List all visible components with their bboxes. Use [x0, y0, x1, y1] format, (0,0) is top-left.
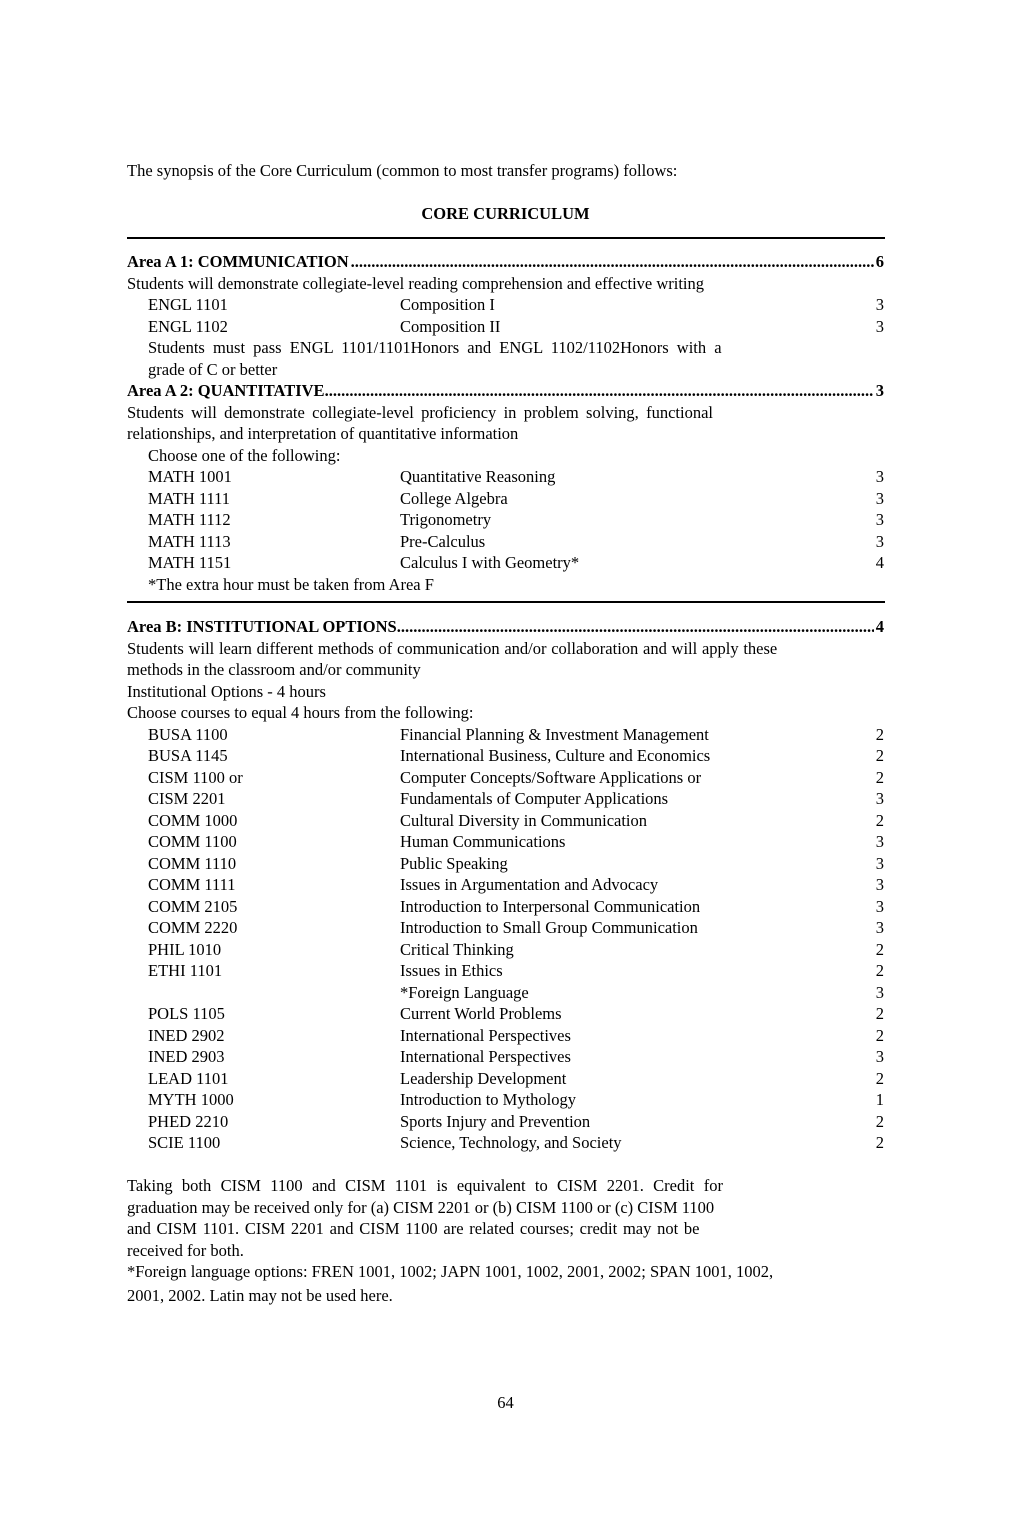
divider: [127, 601, 885, 603]
course-credits: 2: [875, 939, 884, 959]
note-line: *Foreign language options: FREN 1001, 1002; JAPN 1001, 1002, 2001, 2002; SPAN 1001, 1002,: [127, 1262, 774, 1281]
course-code: COMM 2220: [148, 918, 238, 937]
course-code: LEAD 1101: [148, 1068, 229, 1088]
course-row: [127, 1132, 884, 1154]
course-row: [127, 531, 884, 553]
area-b-description: Students will learn different methods of communication and/or collaboration and will apply these: [127, 638, 778, 658]
area-a1-hours: 6: [875, 252, 884, 271]
course-title: Issues in Argumentation and Advocacy: [400, 875, 659, 894]
course-credits: 3: [875, 875, 884, 894]
course-credits: 2: [875, 1133, 884, 1152]
course-code: BUSA 1145: [148, 746, 228, 765]
course-row: [127, 982, 884, 1004]
area-b-choose: Choose courses to equal 4 hours from the following:: [127, 703, 474, 722]
course-code: BUSA 1100: [148, 724, 228, 744]
course-row: [127, 745, 884, 767]
area-a1-heading: Area A 1: COMMUNICATION: [127, 252, 349, 271]
course-credits: 3: [875, 531, 884, 551]
course-title: International Perspectives: [400, 1047, 571, 1066]
area-a1-section: [127, 251, 884, 380]
course-title: Fundamentals of Computer Applications: [400, 789, 669, 808]
course-row: [127, 853, 884, 875]
course-title: Composition II: [400, 316, 501, 336]
course-row: [127, 552, 884, 574]
course-title: College Algebra: [400, 488, 508, 508]
course-title: International Perspectives: [400, 1025, 571, 1045]
course-title: Pre-Calculus: [400, 531, 486, 551]
course-title: Human Communications: [400, 832, 566, 851]
area-b-hours: 4: [875, 617, 884, 636]
course-title: Sports Injury and Prevention: [400, 1111, 591, 1131]
course-row: [127, 788, 884, 810]
course-credits: 2: [875, 1025, 884, 1045]
leader-dots: [351, 251, 874, 273]
course-row: [127, 767, 884, 789]
course-credits: 3: [875, 510, 884, 529]
area-b-course-list: [127, 724, 884, 1154]
course-row: [127, 939, 884, 961]
course-code: CISM 1100 or: [148, 767, 243, 787]
course-credits: 3: [875, 853, 884, 873]
course-row: [127, 1046, 884, 1068]
course-code: MYTH 1000: [148, 1090, 234, 1109]
course-credits: 2: [875, 746, 884, 765]
course-code: ENGL 1102: [148, 316, 228, 336]
area-b-options: Institutional Options - 4 hours: [127, 681, 326, 701]
course-row: [127, 917, 884, 939]
course-code: COMM 1000: [148, 810, 238, 830]
course-code: CISM 2201: [148, 789, 226, 808]
area-a2-hours: 3: [875, 381, 884, 400]
course-title: Issues in Ethics: [400, 961, 503, 980]
course-code: INED 2902: [148, 1025, 225, 1045]
area-a1-note: Students must pass ENGL 1101/1101Honors and ENGL 1102/1102Honors with a: [148, 338, 722, 357]
divider: [127, 237, 885, 239]
note-line: graduation may be received only for (a) CISM 2201 or (b) CISM 1100 or (c) CISM 1100: [127, 1197, 715, 1217]
course-row: [127, 294, 884, 316]
course-title: Current World Problems: [400, 1004, 562, 1023]
course-code: COMM 1100: [148, 832, 237, 851]
course-row: [127, 316, 884, 338]
course-row: [127, 1003, 884, 1025]
note-line: Taking both CISM 1100 and CISM 1101 is equivalent to CISM 2201. Credit for: [127, 1176, 723, 1195]
course-credits: 3: [875, 316, 884, 336]
course-title: *Foreign Language: [400, 982, 529, 1002]
course-title: Introduction to Mythology: [400, 1090, 576, 1109]
course-code: MATH 1112: [148, 510, 231, 529]
area-b-heading: Area B: INSTITUTIONAL OPTIONS: [127, 617, 397, 636]
intro-text: The synopsis of the Core Curriculum (common to most transfer programs) follows:: [127, 161, 678, 180]
notes-section: [127, 1175, 884, 1306]
leader-dots: [325, 380, 874, 402]
course-row: [127, 896, 884, 918]
course-credits: 2: [875, 1068, 884, 1088]
course-title: Introduction to Small Group Communication: [400, 918, 698, 937]
area-a2-footnote: *The extra hour must be taken from Area F: [148, 574, 434, 594]
course-code: MATH 1113: [148, 531, 231, 551]
course-credits: 1: [875, 1090, 884, 1109]
area-a2-section: [127, 380, 884, 595]
course-credits: 2: [875, 767, 884, 787]
area-a1-description: Students will demonstrate collegiate-level reading comprehension and effective writing: [127, 273, 705, 293]
course-title: Quantitative Reasoning: [400, 467, 556, 486]
course-credits: 3: [875, 467, 884, 486]
course-title: Calculus I with Geometry*: [400, 553, 580, 572]
course-title: Public Speaking: [400, 853, 508, 873]
course-title: Composition I: [400, 295, 495, 314]
area-b-section: [127, 616, 884, 1154]
course-row: [127, 509, 884, 531]
course-code: MATH 1001: [148, 467, 232, 486]
course-code: INED 2903: [148, 1047, 225, 1066]
course-code: SCIE 1100: [148, 1133, 221, 1152]
course-row: [127, 1025, 884, 1047]
course-credits: 2: [875, 961, 884, 980]
note-line: and CISM 1101. CISM 2201 and CISM 1100 are related courses; credit may not be: [127, 1219, 700, 1238]
course-row: [127, 1089, 884, 1111]
course-credits: 2: [875, 724, 884, 744]
course-code: COMM 2105: [148, 896, 238, 916]
course-row: [127, 466, 884, 488]
course-title: International Business, Culture and Economics: [400, 746, 711, 765]
course-credits: 3: [875, 832, 884, 851]
course-code: PHED 2210: [148, 1111, 229, 1131]
course-code: ETHI 1101: [148, 961, 223, 980]
area-a2-description: Students will demonstrate collegiate-level proficiency in problem solving, functional: [127, 402, 713, 422]
area-b-heading-row: [127, 616, 884, 638]
course-row: [127, 724, 884, 746]
course-title: Science, Technology, and Society: [400, 1133, 622, 1152]
course-row: [127, 874, 884, 896]
course-row: [127, 488, 884, 510]
page-title: CORE CURRICULUM: [421, 204, 590, 223]
course-title: Cultural Diversity in Communication: [400, 810, 648, 830]
note-line: 2001, 2002. Latin may not be used here.: [127, 1285, 393, 1305]
note-line: received for both.: [127, 1240, 244, 1260]
course-code: MATH 1111: [148, 488, 231, 508]
area-a2-choose: Choose one of the following:: [148, 445, 341, 465]
course-credits: 2: [875, 810, 884, 830]
course-credits: 3: [875, 918, 884, 937]
course-code: COMM 1110: [148, 853, 237, 873]
course-title: Leadership Development: [400, 1068, 567, 1088]
page-number: 64: [497, 1393, 514, 1412]
course-credits: 3: [875, 488, 884, 508]
course-code: POLS 1105: [148, 1004, 225, 1023]
course-row: [127, 831, 884, 853]
course-credits: 2: [875, 1111, 884, 1131]
course-credits: 2: [875, 1004, 884, 1023]
course-row: [127, 810, 884, 832]
area-a1-note-cont: grade of C or better: [148, 359, 278, 379]
area-a2-heading: Area A 2: QUANTITATIVE: [127, 381, 325, 400]
area-a2-description-cont: relationships, and interpretation of quantitative information: [127, 424, 519, 443]
course-title: Computer Concepts/Software Applications or: [400, 767, 702, 787]
course-code: ENGL 1101: [148, 295, 228, 314]
course-title: Financial Planning & Investment Management: [400, 724, 709, 744]
course-credits: 3: [875, 789, 884, 808]
course-code: COMM 1111: [148, 875, 236, 894]
area-a1-heading-row: [127, 251, 884, 273]
course-credits: 3: [875, 1047, 884, 1066]
course-credits: 3: [875, 896, 884, 916]
course-credits: 3: [875, 982, 884, 1002]
course-code: PHIL 1010: [148, 939, 222, 959]
course-title: Introduction to Interpersonal Communication: [400, 896, 701, 916]
course-code: MATH 1151: [148, 553, 232, 572]
course-row: [127, 1111, 884, 1133]
area-b-description-cont: methods in the classroom and/or community: [127, 660, 421, 679]
course-title: Trigonometry: [400, 510, 492, 529]
leader-dots: [397, 616, 874, 638]
course-credits: 4: [875, 553, 884, 572]
course-title: Critical Thinking: [400, 939, 514, 959]
course-credits: 3: [875, 295, 884, 314]
course-row: [127, 1068, 884, 1090]
course-code: [127, 982, 400, 1004]
area-a2-heading-row: [127, 380, 884, 402]
course-row: [127, 960, 884, 982]
